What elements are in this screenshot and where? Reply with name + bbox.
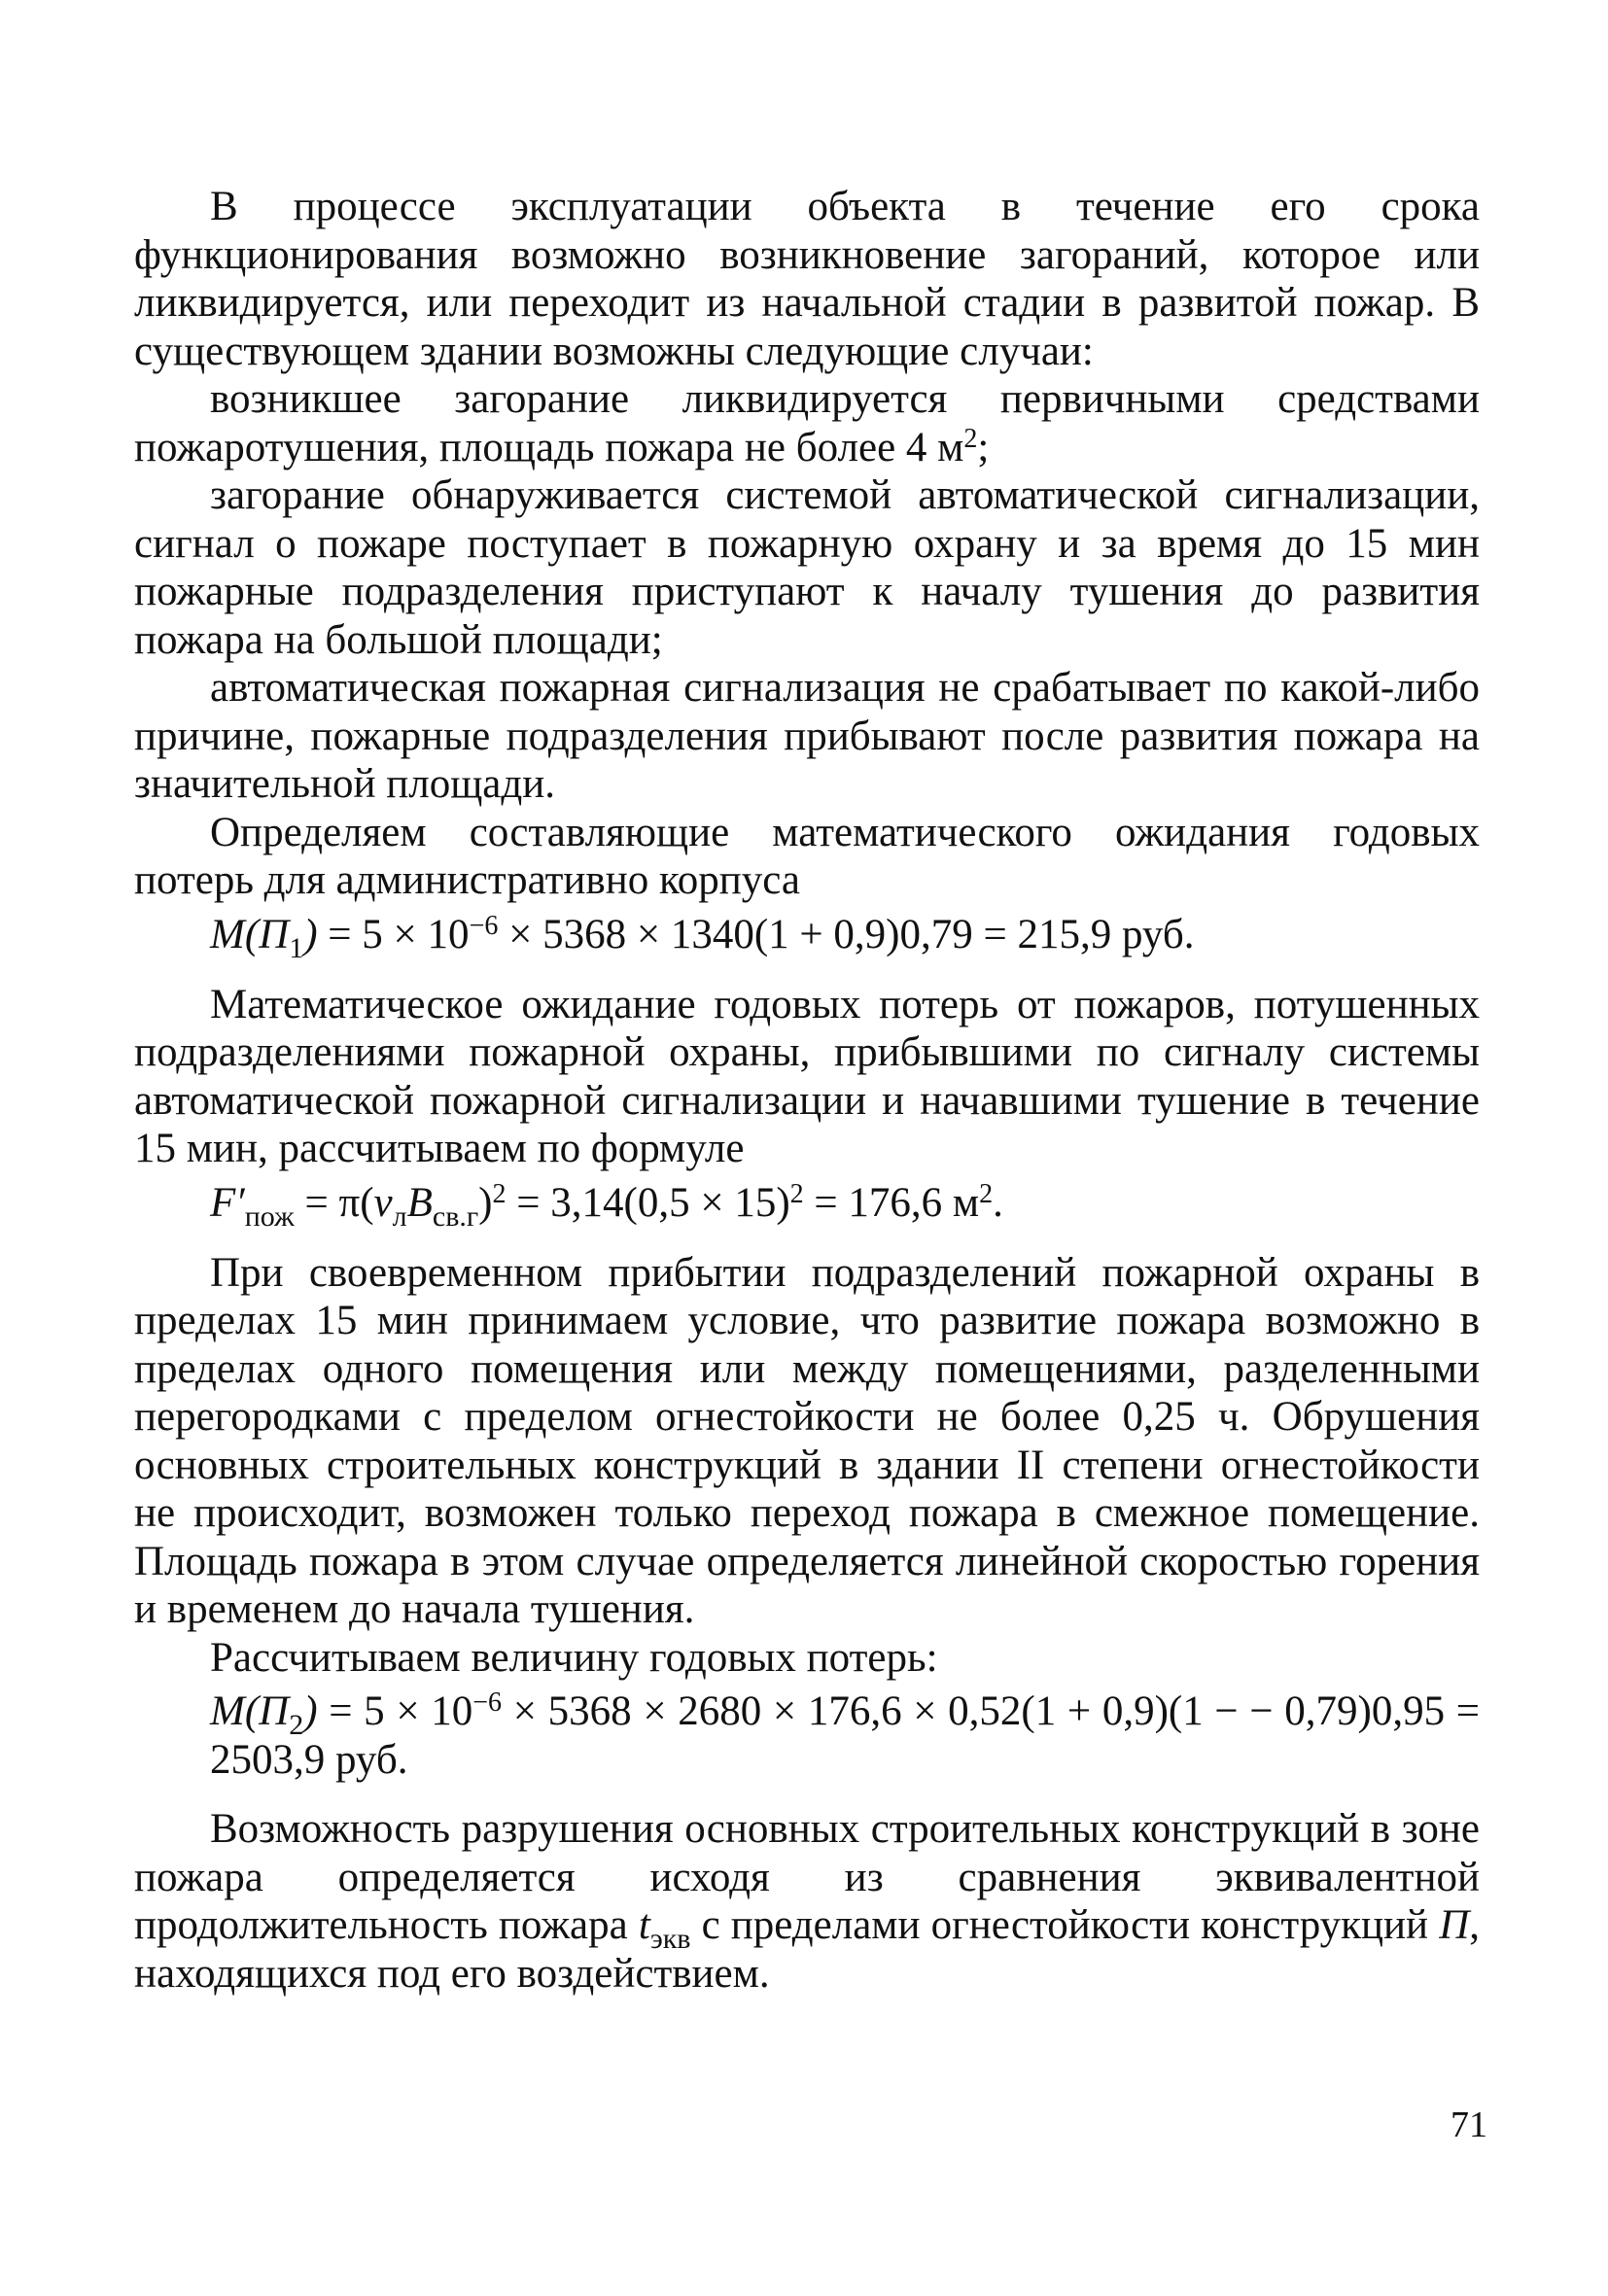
eq1-close: ) [303,911,318,957]
eq3-close: ) [303,1688,318,1734]
equation-m-p1 [134,910,1480,964]
eq2-rhs-a: = 3,14(0,5 × 15) [506,1179,790,1226]
eq2-sq2: 2 [789,1178,804,1209]
eq2-sq3: 2 [979,1178,994,1209]
eq2-sq1: 2 [492,1178,507,1209]
eq2-b: B [406,1179,433,1226]
eq2-b-sub: св.г [432,1200,479,1233]
eq1-var: П [259,911,290,957]
page-number: 71 [1451,2105,1487,2145]
paragraph-intro: В процессе эксплуатации объекта в течение его срока функционирования возможно возникновение загораний, которое или ликвидируется, или переходит из начальной стадии в развитой пожар. В существующем здании возможны следующие случаи: [134,184,1480,374]
paragraph-timely-arrival: При своевременном прибытии подразделений пожарной охраны в пределах 15 мин принимаем условие, что развитие пожара возможно в пределах одного помещения или между помещениями, разделенными перегородками с пределом огнестойкости не более 0,25 ч. Обрушения основных строительных конструкций в здании II степени огнестойкости не происходит, возможен только переход пожара в смежное помещение. Площадь пожара в этом случае определяется линейной скоростью горения и временем до начала тушения. [134,1249,1480,1632]
p9-var-t-sub: экв [649,1923,691,1955]
eq2-rhs-b: = 176,6 м [803,1179,980,1226]
p9-var-t: t [638,1902,650,1948]
eq3-rhs-b: × 5368 × 2680 × 176,6 × 0,52(1 + 0,9)(1 − − 0,79)0,95 = 2503,9 руб. [210,1688,1480,1783]
p9-c: , находящихся под его воздействием. [134,1902,1480,1997]
eq1-exp: −6 [469,910,499,941]
body-text [134,183,1480,1998]
eq1-rhs-b: × 5368 × 1340(1 + 0,9)0,79 = 215,9 руб. [498,911,1195,957]
eq3-rhs-a: = 5 × 10 [317,1688,473,1734]
eq3-sub: 2 [289,1709,304,1741]
p9-a: Возможность разрушения основных строительных конструкций в зоне пожара определяется исходя из сравнения эквивалентной продолжительность пожара [134,1806,1480,1948]
eq2-end: . [993,1179,1003,1226]
eq3-open: ( [244,1688,260,1734]
paragraph-case-2: загорание обнаруживается системой автоматической сигнализации, сигнал о пожаре поступает в пожарную охрану и за время до 15 мин пожарные подразделения приступают к началу тушения до развития пожара на большой площади; [134,472,1480,663]
paragraph-case-3: автоматическая пожарная сигнализация не срабатывает по какой-либо причине, пожарные подразделения прибывают после развития пожара на значительной площади. [134,665,1480,807]
paragraph-case-1 [134,375,1480,471]
eq1-sub: 1 [289,931,304,964]
paragraph-determine: Определяем составляющие математического ожидания годовых потерь для административно корпуса [134,809,1480,903]
case-1-text: возникшее загорание ликвидируется первичными средствами пожаротушения, площадь пожара не более 4 м [134,376,1480,470]
eq2-v-sub: л [392,1200,407,1233]
eq2-v: v [373,1179,393,1226]
eq2-var: F [210,1179,236,1226]
paragraph-destruction [134,1805,1480,1998]
eq1-fn: M [210,911,245,957]
equation-fire-area [134,1178,1480,1233]
eq1-open: ( [244,911,260,957]
eq1-rhs-a: = 5 × 10 [317,911,470,957]
eq2-close: ) [478,1179,493,1226]
p9-var-p: П [1439,1902,1470,1948]
case-1-superscript: 2 [963,423,978,454]
paragraph-expectation: Математическое ожидание годовых потерь от пожаров, потушенных подразделениями пожарной охраны, прибывшими по сигналу системы автоматической пожарной сигнализации и начавшими тушение в течение 15 мин, рассчитываем по формуле [134,981,1480,1171]
p9-b: с пределами огнестойкости конструкций [690,1902,1440,1948]
eq3-var: П [259,1688,290,1734]
eq2-prime: ′ [235,1179,245,1226]
equation-m-p2 [134,1687,1480,1784]
eq2-eq1: = π( [294,1179,374,1226]
eq2-sub: пож [244,1200,295,1233]
eq3-fn: M [210,1688,245,1734]
eq3-exp: −6 [472,1687,503,1718]
case-1-end: ; [977,424,990,470]
paragraph-calc-losses: Рассчитываем величину годовых потерь: [210,1634,938,1681]
